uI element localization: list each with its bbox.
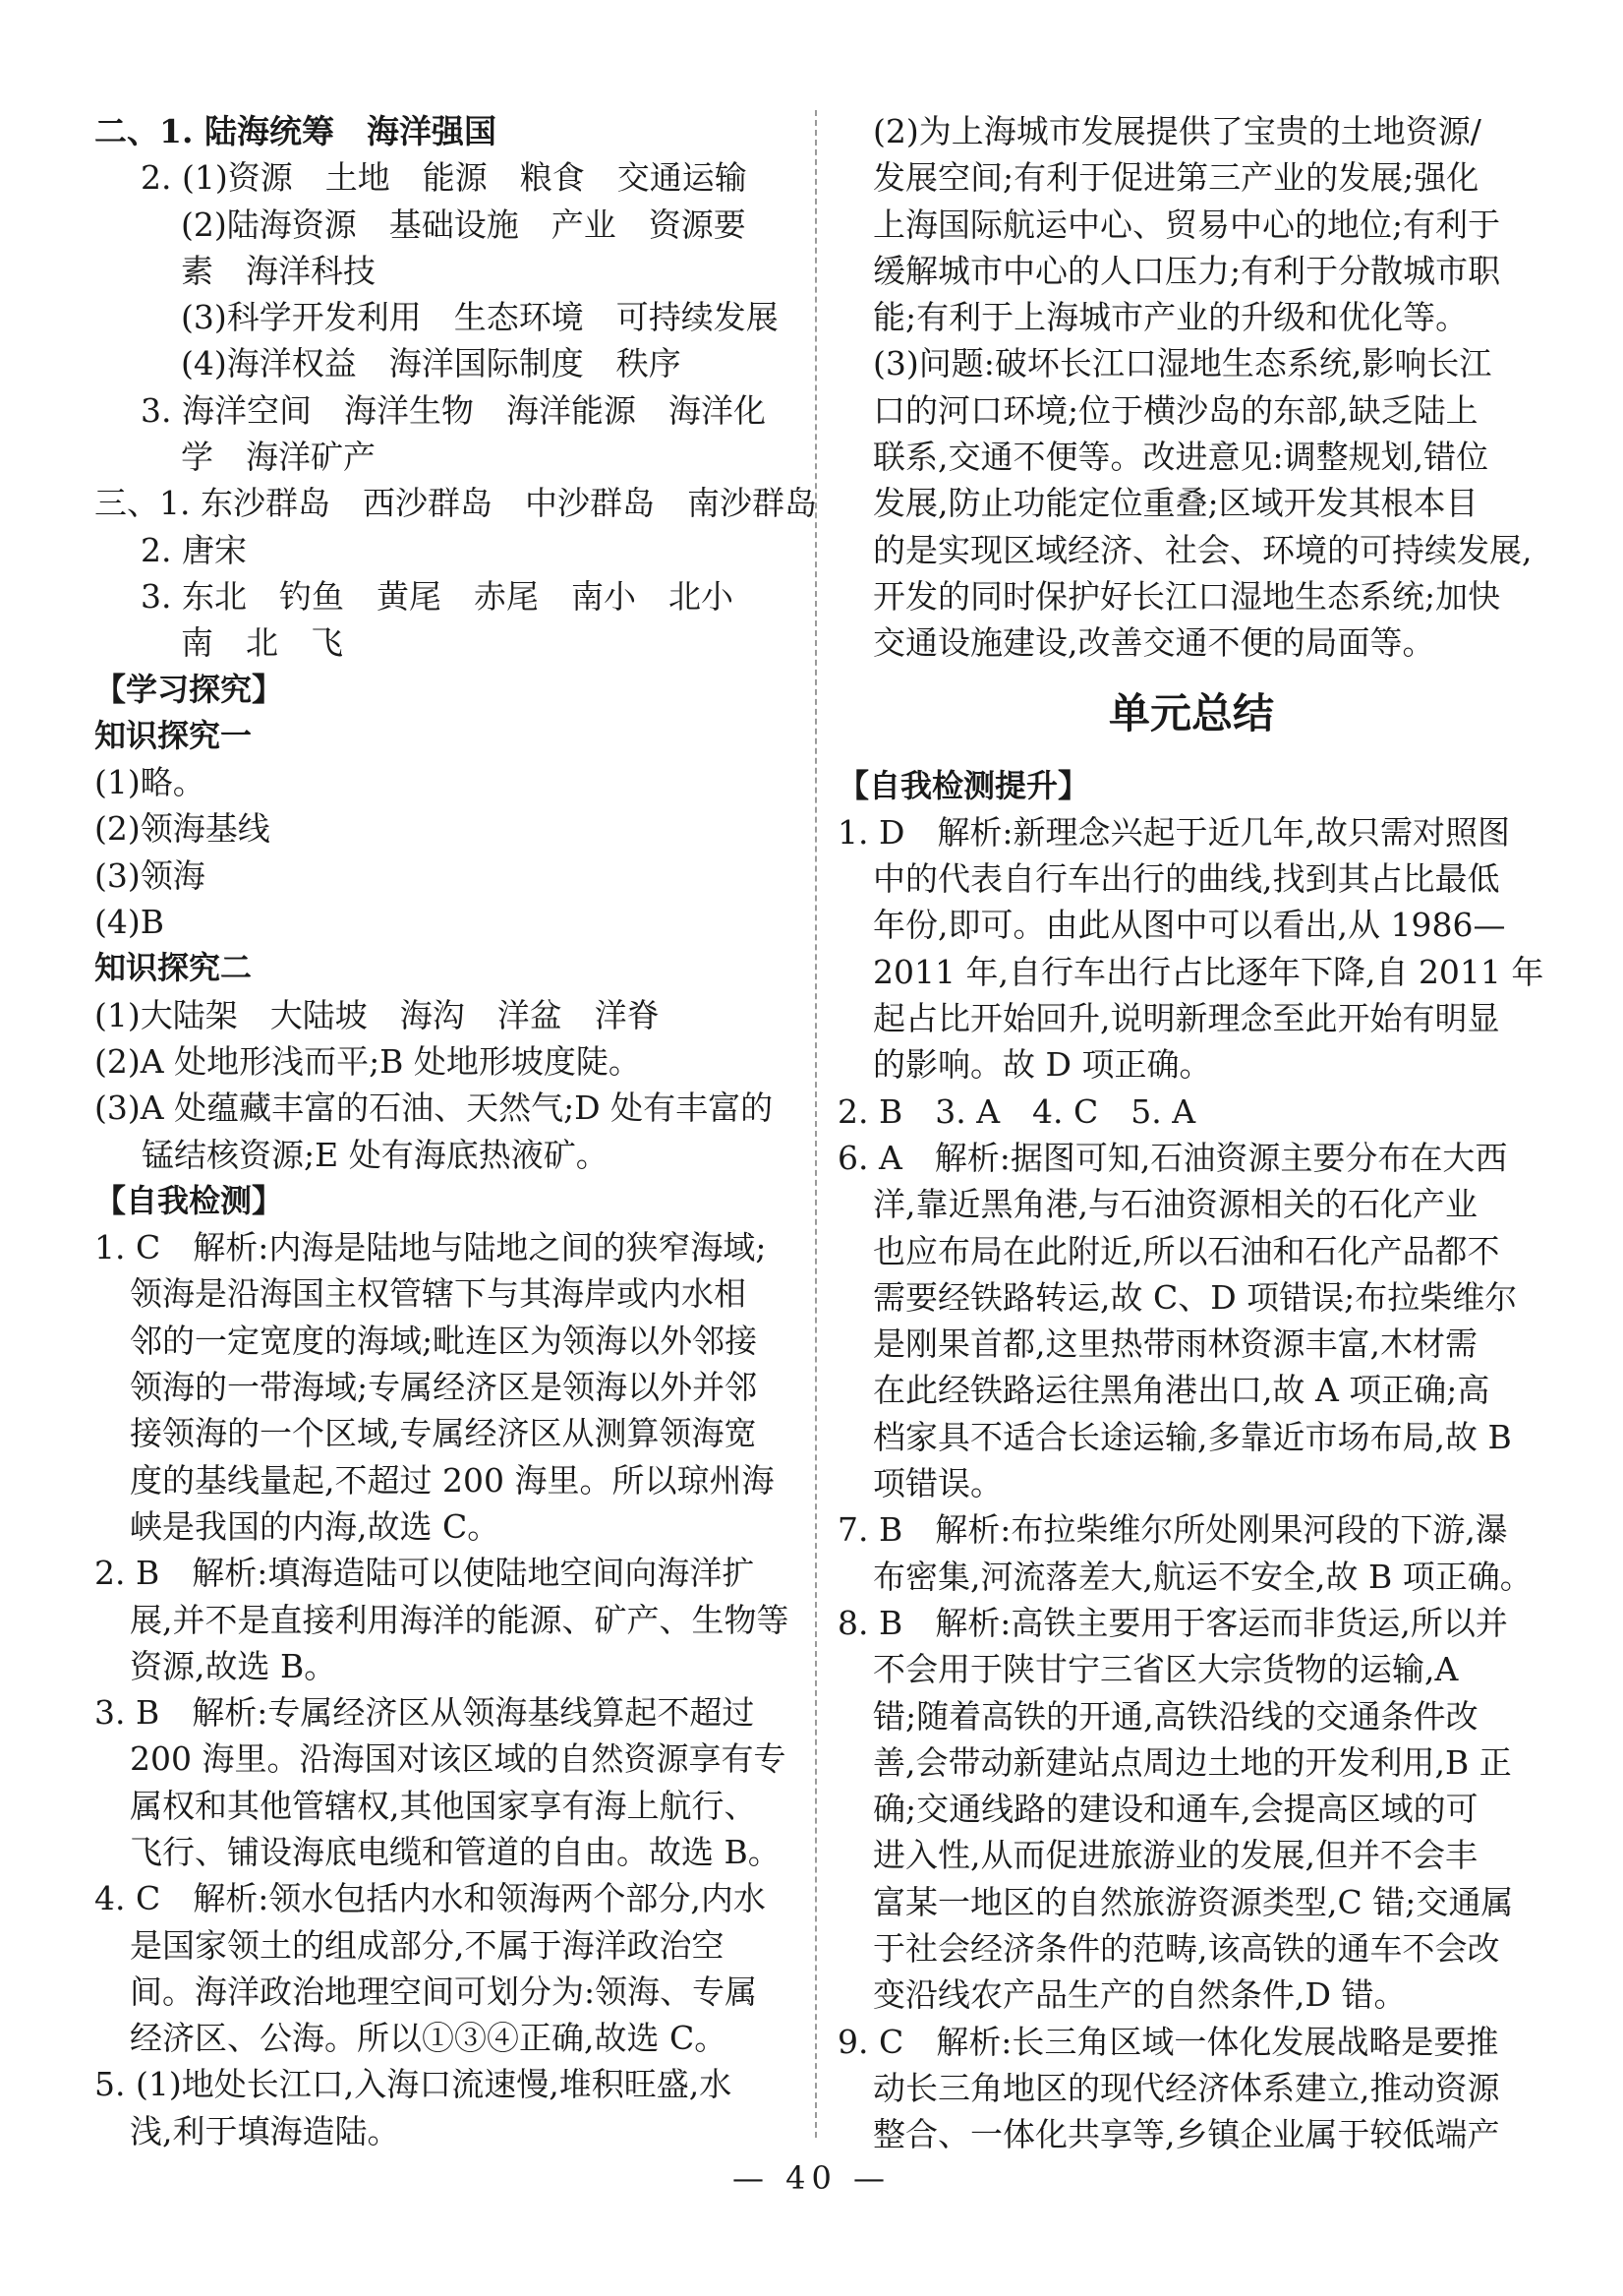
q5-2-line4: 缓解城市中心的人口压力;有利于分散城市职: [873, 251, 1501, 290]
r7-line1: 7. B 解析:布拉柴维尔所处刚果河段的下游,瀑: [838, 1510, 1508, 1550]
r8-line4: 善,会带动新建站点周边土地的开发利用,B 正: [873, 1742, 1512, 1782]
q1-line1: 1. C 解析:内海是陆地与陆地之间的狭窄海域;: [94, 1228, 767, 1267]
q1-line3: 邻的一定宽度的海域;毗连区为领海以外邻接: [130, 1321, 758, 1360]
explore1-answer1: (1)略。: [94, 763, 205, 802]
r6-line6: 在此经铁路运往黑角港出口,故 A 项正确;高: [873, 1371, 1490, 1410]
part2-heading: 二、1. 陆海统筹 海洋强国: [94, 112, 496, 150]
q5-3-line1: (3)问题:破坏长江口湿地生态系统,影响长江: [873, 344, 1492, 383]
part2-item2-line4: (3)科学开发利用 生态环境 可持续发展: [181, 298, 779, 337]
r1-line6: 的影响。故 D 项正确。: [873, 1045, 1212, 1085]
q3-line2: 200 海里。沿海国对该区域的自然资源享有专: [130, 1739, 786, 1779]
q4-line3: 间。海洋政治地理空间可划分为:领海、专属: [130, 1972, 758, 2011]
r2-5-answers: 2. B 3. A 4. C 5. A: [838, 1091, 1196, 1131]
r1-line1: 1. D 解析:新理念兴起于近几年,故只需对照图: [838, 812, 1511, 852]
part3-item3-line2: 南 北 飞: [181, 623, 343, 663]
explore1-answer2: (2)领海基线: [94, 809, 270, 849]
q1-line4: 领海的一带海域;专属经济区是领海以外并邻: [130, 1368, 758, 1407]
r8-line6: 进入性,从而促进旅游业的发展,但并不会丰: [873, 1836, 1478, 1875]
section-study-heading: 【学习探究】: [94, 670, 284, 708]
r8-line3: 错;随着高铁的开通,高铁沿线的交通条件改: [873, 1696, 1478, 1736]
q5-3-line3: 联系,交通不便等。改进意见:调整规划,错位: [873, 438, 1489, 477]
r6-line3: 也应布局在此附近,所以石油和石化产品都不: [873, 1231, 1500, 1270]
page-number: — 40 —: [731, 2159, 892, 2197]
r8-line8: 于社会经济条件的范畴,该高铁的通车不会改: [873, 1928, 1500, 1968]
q4-line4: 经济区、公海。所以①③④正确,故选 C。: [130, 2019, 727, 2058]
part2-item3-line1: 3. 海洋空间 海洋生物 海洋能源 海洋化: [141, 390, 766, 430]
explore2-answer1: (1)大陆架 大陆坡 海沟 洋盆 洋脊: [94, 995, 660, 1034]
part2-item2-line5: (4)海洋权益 海洋国际制度 秩序: [181, 344, 681, 383]
q5-2-line2: 发展空间;有利于促进第三产业的发展;强化: [873, 158, 1479, 198]
q5-line1: 5. (1)地处长江口,入海口流速慢,堆积旺盛,水: [94, 2065, 732, 2104]
q5-3-line2: 口的河口环境;位于横沙岛的东部,缺乏陆上: [873, 390, 1478, 430]
r7-line2: 布密集,河流落差大,航运不安全,故 B 项正确。: [873, 1557, 1533, 1596]
r6-line2: 洋,靠近黑角港,与石油资源相关的石化产业: [873, 1185, 1478, 1224]
q1-line2: 领海是沿海国主权管辖下与其海岸或内水相: [130, 1274, 746, 1314]
explore1-answer3: (3)领海: [94, 855, 205, 895]
q5-3-line4: 发展,防止功能定位重叠;区域开发其根本目: [873, 484, 1478, 523]
part3-item3-line1: 3. 东北 钓鱼 黄尾 赤尾 南小 北小: [141, 576, 733, 616]
q2-line2: 展,并不是直接利用海洋的能源、矿产、生物等: [130, 1600, 789, 1639]
r6-line1: 6. A 解析:据图可知,石油资源主要分布在大西: [838, 1138, 1508, 1177]
r1-line5: 起占比开始回升,说明新理念至此开始有明显: [873, 999, 1500, 1038]
explore1-answer4: (4)B: [94, 903, 164, 942]
r6-line8: 项错误。: [873, 1464, 1003, 1503]
r8-line7: 富某一地区的自然旅游资源类型,C 错;交通属: [873, 1882, 1514, 1921]
q2-line1: 2. B 解析:填海造陆可以使陆地空间向海洋扩: [94, 1554, 755, 1593]
q3-line3: 属权和其他管辖权,其他国家享有海上航行、: [130, 1786, 757, 1825]
r8-line2: 不会用于陕甘宁三省区大宗货物的运输,A: [873, 1650, 1459, 1689]
q4-line2: 是国家领土的组成部分,不属于海洋政治空: [130, 1925, 725, 1965]
r6-line7: 档家具不适合长途运输,多靠近市场布局,故 B: [873, 1417, 1512, 1456]
r1-line2: 中的代表自行车出行的曲线,找到其占比最低: [873, 859, 1500, 899]
q3-line4: 飞行、铺设海底电缆和管道的自由。故选 B。: [130, 1832, 781, 1871]
q1-line5: 接领海的一个区域,专属经济区从测算领海宽: [130, 1414, 757, 1453]
r9-line2: 动长三角地区的现代经济体系建立,推动资源: [873, 2068, 1500, 2107]
q5-line2: 浅,利于填海造陆。: [130, 2111, 400, 2150]
part3-heading: 三、1. 东沙群岛 西沙群岛 中沙群岛 南沙群岛: [94, 484, 817, 523]
r8-line1: 8. B 解析:高铁主要用于客运而非货运,所以并: [838, 1603, 1508, 1642]
part2-item2-line2: (2)陆海资源 基础设施 产业 资源要: [181, 205, 746, 244]
q3-line1: 3. B 解析:专属经济区从领海基线算起不超过: [94, 1693, 755, 1733]
right-column: [838, 108, 1545, 2157]
q5-3-line5: 的是实现区域经济、社会、环境的可持续发展,: [873, 530, 1533, 569]
unit-summary-title: 单元总结: [1108, 688, 1274, 737]
r1-line3: 年份,即可。由此从图中可以看出,从 1986—: [873, 906, 1506, 945]
column-divider: [815, 110, 817, 2138]
part2-item2-line3: 素 海洋科技: [181, 251, 376, 290]
section-improve-heading: 【自我检测提升】: [838, 766, 1090, 804]
r9-line1: 9. C 解析:长三角区域一体化发展战略是要推: [838, 2022, 1499, 2061]
section-selftest-heading: 【自我检测】: [94, 1181, 284, 1219]
explore2-answer3-line2: 锰结核资源;E 处有海底热液矿。: [142, 1135, 609, 1174]
r6-line5: 是刚果首都,这里热带雨林资源丰富,木材需: [873, 1325, 1478, 1364]
q5-2-line1: (2)为上海城市发展提供了宝贵的土地资源/: [873, 112, 1481, 150]
r8-line9: 变沿线农产品生产的自然条件,D 错。: [873, 1975, 1407, 2015]
q5-3-line6: 开发的同时保护好长江口湿地生态系统;加快: [873, 576, 1501, 616]
part2-item2-line1: 2. (1)资源 土地 能源 粮食 交通运输: [141, 158, 747, 198]
explore1-title: 知识探究一: [94, 716, 253, 754]
q5-2-line5: 能;有利于上海城市产业的升级和优化等。: [873, 298, 1469, 337]
q4-line1: 4. C 解析:领水包括内水和领海两个部分,内水: [94, 1879, 766, 1918]
explore2-title: 知识探究二: [94, 949, 253, 987]
q1-line6: 度的基线量起,不超过 200 海里。所以琼州海: [130, 1460, 775, 1500]
q2-line3: 资源,故选 B。: [130, 1646, 337, 1685]
explore2-answer2: (2)A 处地形浅而平;B 处地形坡度陡。: [94, 1041, 641, 1081]
q1-line7: 峡是我国的内海,故选 C。: [130, 1506, 500, 1546]
part2-item3-line2: 学 海洋矿产: [181, 438, 376, 477]
r6-line4: 需要经铁路转运,故 C、D 项错误;布拉柴维尔: [873, 1277, 1518, 1317]
q5-3-line7: 交通设施建设,改善交通不便的局面等。: [873, 623, 1435, 663]
r8-line5: 确;交通线路的建设和通车,会提高区域的可: [873, 1790, 1478, 1829]
q5-2-line3: 上海国际航运中心、贸易中心的地位;有利于: [873, 205, 1501, 244]
left-column: [94, 108, 817, 2154]
r1-line4: 2011 年,自行车出行占比逐年下降,自 2011 年: [873, 952, 1544, 991]
explore2-answer3-line1: (3)A 处蕴藏丰富的石油、天然气;D 处有丰富的: [94, 1089, 774, 1128]
r9-line3: 整合、一体化共享等,乡镇企业属于较低端产: [873, 2115, 1500, 2154]
part3-item2: 2. 唐宋: [141, 530, 247, 569]
